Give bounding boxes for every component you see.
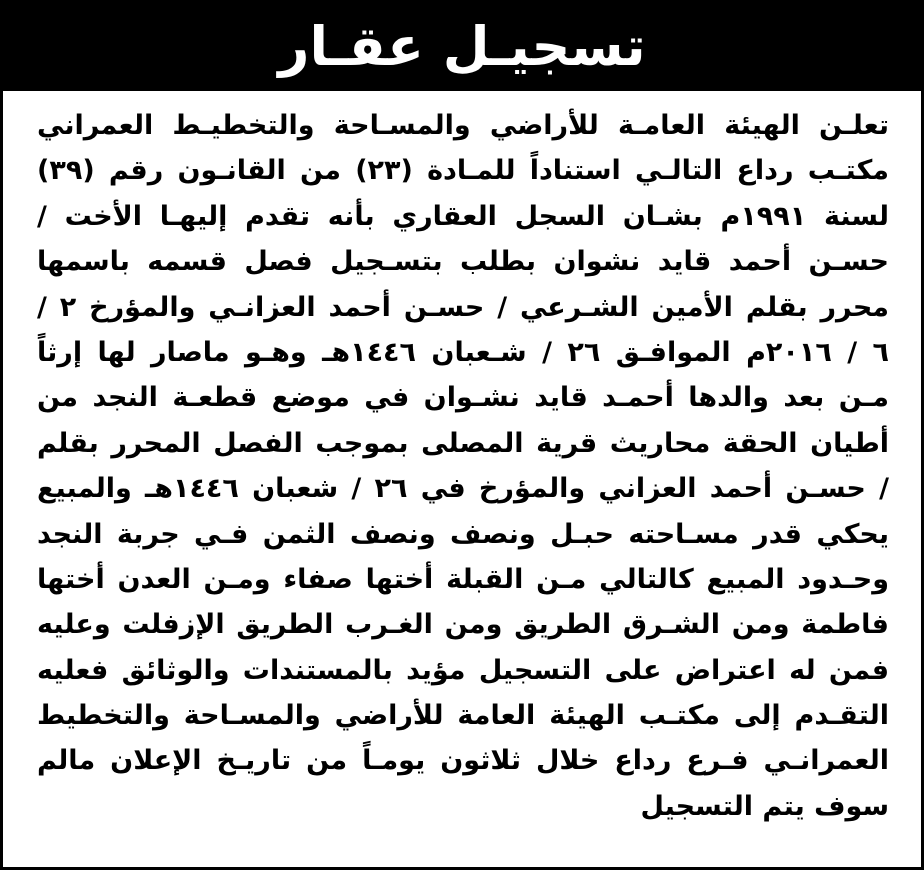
body-line: فاطمة ومن الشـرق الطريق ومن الغـرب الطريق الإزفلت وعليه (37, 609, 889, 641)
notice-title: تسجيـل عقـار (278, 15, 646, 78)
body-line: مكتـب رداع التالـي استناداً للمـادة (٢٣) من القانـون رقم (٣٩) (37, 155, 889, 187)
body-line: تعلـن الهيئة العامـة للأراضي والمسـاحة والتخطيـط العمراني (37, 110, 889, 141)
body-line: ٦ / ٢٠١٦م الموافـق ٢٦ / شـعبان ١٤٤٦هـ وهـو ماصار لها إرثاً (37, 336, 889, 368)
body-line: مـن بعد والدها أحمـد قايد نشـوان في موضع قطعـة النجد من (37, 382, 889, 414)
body-line: وحـدود المبيع كالتالي مـن القبلة أختها صفاء ومـن العدن أختها (37, 563, 889, 595)
body-line: محرر بقلم الأمين الشـرعي / حسـن أحمد العزانـي والمؤرخ ٢ / (37, 291, 889, 323)
body-line: التقـدم إلى مكتـب الهيئة العامة للأراضي والمسـاحة والتخطيط (37, 700, 889, 732)
body-line: أطيان الحقة محاريث قرية المصلى بموجب الفصل المحرر بقلم (37, 427, 889, 459)
body-line: فمن له اعتراض على التسجيل مؤيد بالمستندات والوثائق فعليه (37, 654, 889, 686)
body-line: لسنة ١٩٩١م بشـان السجل العقاري بأنه تقدم إليهـا الأخت / (37, 200, 889, 232)
notice-body (37, 103, 889, 829)
body-line: العمرانـي فـرع رداع خلال ثلاثون يومـاً من تاريـخ الإعلان مالم (37, 745, 889, 777)
body-line: / حسـن أحمد العزاني والمؤرخ في ٢٦ / شعبان ١٤٤٦هـ والمبيع (37, 473, 889, 505)
body-line: يحكي قدر مسـاحته حبـل ونصف ونصف الثمن فـي جربة النجد (37, 518, 889, 550)
body-line: حسـن أحمد قايد نشوان بطلب بتسـجيل فصل قسمه باسمها (37, 246, 889, 278)
body-line-final: سوف يتم التسجيل (640, 790, 889, 822)
title-banner (3, 3, 921, 91)
